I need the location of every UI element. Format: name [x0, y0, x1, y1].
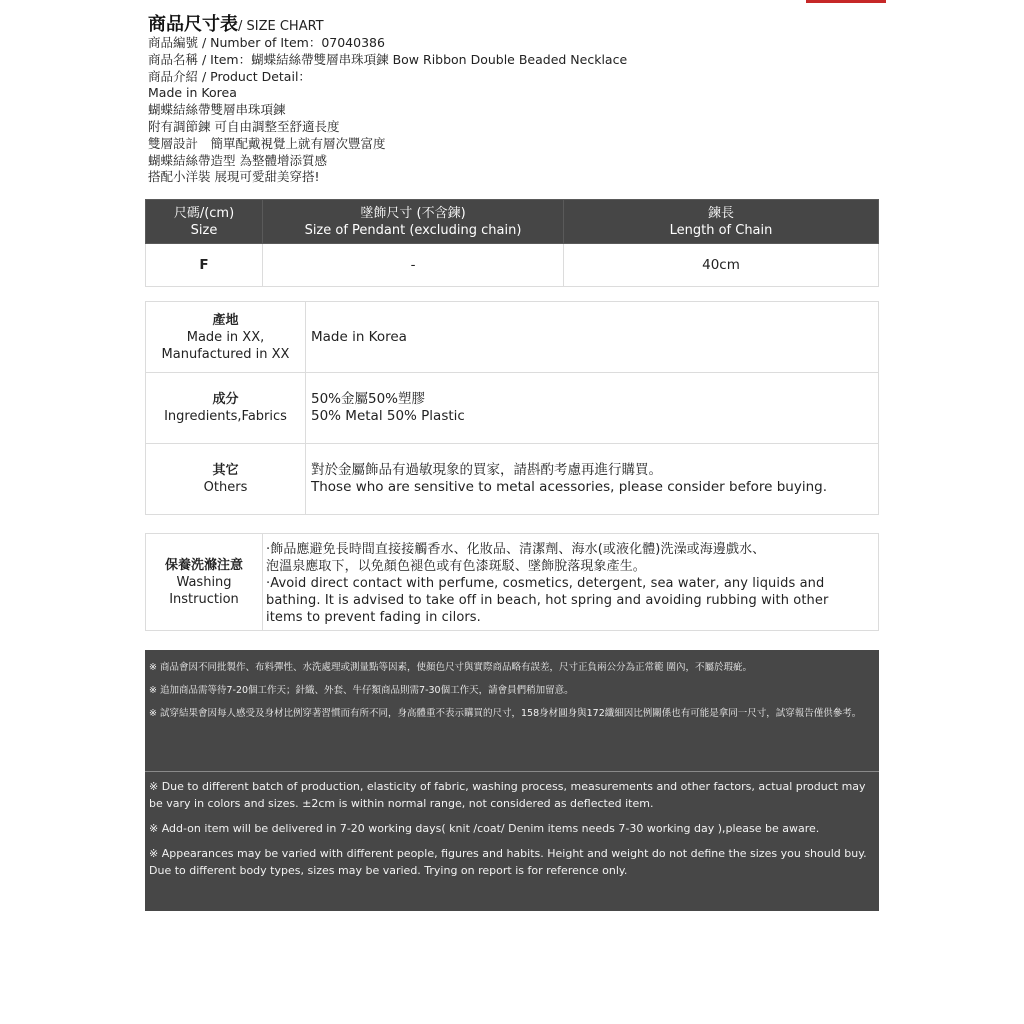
care-text — [263, 534, 879, 631]
label-en: Washing — [176, 574, 232, 590]
notes-en — [145, 778, 879, 887]
col-chain-header — [564, 200, 879, 244]
header-en: Length of Chain — [669, 222, 773, 238]
care-line: bathing. It is advised to take off in beach, hot spring and avoiding rubbing with other — [266, 592, 829, 608]
attr-label — [146, 373, 306, 444]
header-zh: 鍊長 — [707, 205, 734, 221]
notes-panel — [145, 650, 879, 911]
info-line: 蝴蝶結絲帶雙層串珠項鍊 — [148, 102, 286, 118]
col-size-header — [146, 200, 263, 244]
info-line: 商品名稱 / Item：蝴蝶結絲帶雙層串珠項鍊 Bow Ribbon Double Beaded Necklace — [148, 51, 628, 67]
info-line: 雙層設計 簡單配戴視覺上就有層次豐富度 — [148, 135, 386, 151]
label-en: Manufactured in XX — [161, 346, 290, 362]
value-line: Those who are sensitive to metal acessories, please consider before buying. — [311, 479, 828, 495]
title-sub: / SIZE CHART — [238, 19, 324, 34]
note-item: ※ Due to different batch of production, elasticity of fabric, washing process, measurements and other factors, actual product may be vary in colors and sizes. ±2cm is within normal range, not considered as deflected item. — [149, 780, 866, 810]
title-main: 商品尺寸表 — [148, 14, 238, 35]
attr-value — [306, 302, 879, 373]
header-zh: 尺碼/(cm) — [173, 205, 235, 221]
header-en: Size — [190, 222, 218, 238]
notes-divider — [145, 771, 879, 772]
header-en: Size of Pendant (excluding chain) — [304, 222, 522, 238]
note-item: ※ 追加商品需等待7-20個工作天；針織、外套、牛仔類商品則需7-30個工作天，請會員們稍加留意。 — [149, 685, 574, 696]
attributes-table — [145, 301, 879, 515]
label-en: Ingredients,Fabrics — [164, 409, 287, 424]
cell-chain: 40cm — [564, 244, 879, 287]
note-item: ※ Appearances may be varied with different people, figures and habits. Height and weight do not define the sizes you should buy. Due to different body types, sizes may be varied. Trying on report is for reference only. — [149, 847, 867, 877]
attr-row-origin — [146, 302, 879, 373]
label-en: Others — [203, 480, 248, 495]
cell-size: F — [146, 244, 263, 287]
attr-label — [146, 302, 306, 373]
value-line: 50% Metal 50% Plastic — [311, 408, 465, 424]
attr-row-others — [146, 444, 879, 515]
attr-label — [146, 444, 306, 515]
table-row — [146, 244, 879, 287]
label-en: Instruction — [169, 591, 239, 607]
header-zh: 墜飾尺寸 (不含鍊) — [360, 205, 466, 221]
care-line: 泡溫泉應取下，以免顏色褪色或有色漆斑駁、墜飾脫落現象產生。 — [266, 558, 646, 574]
label-zh: 成分 — [212, 392, 239, 407]
col-pendant-header — [263, 200, 564, 244]
attr-row-ingredients — [146, 373, 879, 444]
label-zh: 保養洗滌注意 — [164, 557, 243, 573]
note-item: ※ Add-on item will be delivered in 7-20 working days( knit /coat/ Denim items needs 7-30 working day ),please be aware. — [149, 822, 820, 835]
care-line: ·Avoid direct contact with perfume, cosmetics, detergent, sea water, any liquids and — [266, 575, 825, 591]
size-table — [145, 199, 879, 287]
size-table-header — [146, 200, 879, 244]
info-line: 商品編號 / Number of Item：07040386 — [148, 35, 385, 50]
value-line: Made in Korea — [311, 328, 407, 345]
care-line: ·飾品應避免長時間直接接觸香水、化妝品、清潔劑、海水(或液化體)洗澡或海邊戲水、 — [266, 541, 766, 557]
label-en: Made in XX, — [186, 329, 265, 345]
attr-value — [306, 444, 879, 515]
page-title — [148, 10, 324, 36]
value-line: 50%金屬50%塑膠 — [311, 391, 426, 407]
care-line: items to prevent fading in cilors. — [266, 609, 481, 625]
value-line: 對於金屬飾品有過敏現象的買家，請斟酌考慮再進行購買。 — [311, 462, 662, 478]
label-zh: 其它 — [212, 463, 239, 478]
product-info — [148, 35, 627, 186]
attr-value — [306, 373, 879, 444]
info-line: 附有調節鍊 可自由調整至舒適長度 — [148, 118, 340, 134]
notes-zh — [145, 650, 879, 728]
care-label — [146, 534, 263, 631]
info-line: 商品介紹 / Product Detail： — [148, 68, 311, 84]
top-accent-bar — [806, 0, 886, 3]
cell-pendant: - — [263, 244, 564, 287]
note-item: ※ 試穿結果會因每人感受及身材比例穿著習慣而有所不同，身高體重不表示購買的尺寸，158身材圓身與172纖細因比例關係也有可能是拿同一尺寸，試穿報告僅供參考。 — [149, 708, 862, 719]
care-table — [145, 533, 879, 631]
care-row — [146, 534, 879, 631]
info-line: 蝴蝶結絲帶造型 為整體增添質感 — [148, 152, 327, 168]
info-line: Made in Korea — [148, 85, 237, 101]
info-line: 搭配小洋裝 展現可愛甜美穿搭! — [148, 169, 320, 185]
label-zh: 產地 — [212, 312, 239, 328]
note-item: ※ 商品會因不同批製作、布料彈性、水洗處理或測量點等因素，使顏色尺寸與實際商品略有誤差，尺寸正負兩公分為正常範 圍內，不屬於瑕疵。 — [149, 662, 753, 673]
